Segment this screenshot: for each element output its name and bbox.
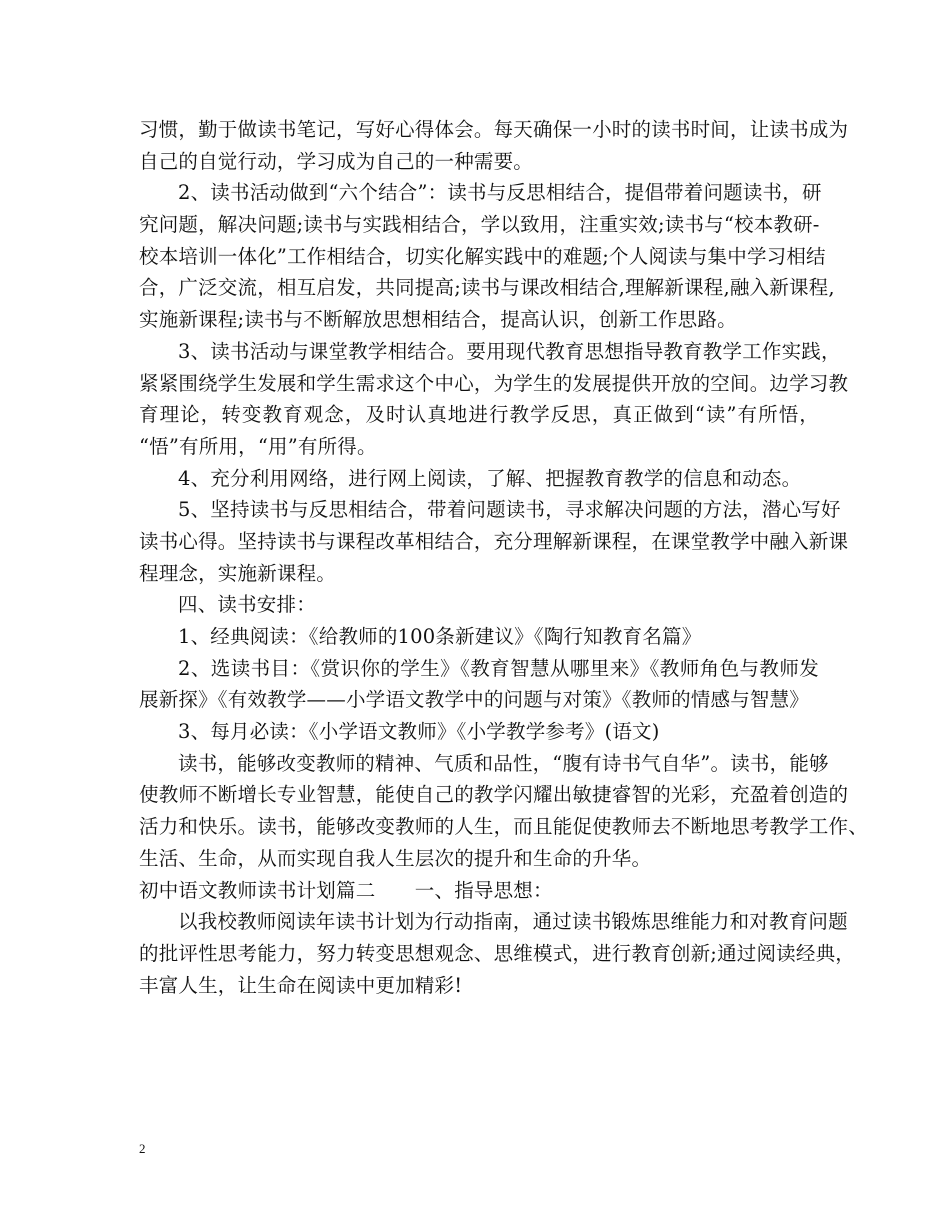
text-line: 1、经典阅读：《给教师的100条新建议》《陶行知教育名篇》: [178, 625, 702, 648]
text-line: 5、坚持读书与反思相结合，带着问题读书，寻求解决问题的方法，潜心写好: [178, 498, 841, 522]
text-line: 2、读书活动做到“六个结合”：读书与反思相结合，提倡带着问题读书，研: [178, 181, 822, 205]
text-line: 究问题，解决问题;读书与实践相结合，学以致用，注重实效;读书与“校本教研-: [139, 213, 820, 237]
text-line: 丰富人生，让生命在阅读中更加精彩!: [139, 973, 463, 997]
text-line: 校本培训一体化”工作相结合，切实化解实践中的难题;个人阅读与集中学习相结: [139, 244, 826, 268]
section-title: 初中语文教师读书计划篇二 一、指导思想：: [139, 878, 553, 902]
text-line: 育理论，转变教育观念，及时认真地进行教学反思，真正做到“读”有所悟，: [139, 403, 819, 427]
text-line: 使教师不断增长专业智慧，能使自己的教学闪耀出敏捷睿智的光彩，充盈着创造的: [139, 783, 849, 807]
text-line: 读书心得。坚持读书与课程改革相结合，充分理解新课程，在课堂教学中融入新课: [139, 529, 849, 553]
section-heading: 四、读书安排：: [178, 593, 316, 617]
text-line: 自己的自觉行动，学习成为自己的一种需要。: [139, 149, 534, 173]
text-line: 实施新课程;读书与不断解放思想相结合，提高认识，创新工作思路。: [139, 308, 737, 332]
text-line: 读书，能够改变教师的精神、气质和品性，“腹有诗书气自华”。读书，能够: [178, 751, 829, 775]
text-line: 程理念，实施新课程。: [139, 561, 337, 585]
text-line: 展新探》《有效教学——小学语文教学中的问题与对策》《教师的情感与智慧》: [139, 688, 810, 712]
text-line: 4、充分利用网络，进行网上阅读，了解、把握教育教学的信息和动态。: [178, 466, 802, 490]
text-line: “悟”有所用，“用”有所得。: [139, 434, 377, 458]
document-body: [139, 114, 868, 1001]
text-line: 合，广泛交流，相互启发，共同提高;读书与课改相结合,理解新课程,融入新课程,: [139, 276, 835, 300]
text-line: 的批评性思考能力，努力转变思想观念、思维模式，进行教育创新;通过阅读经典，: [139, 941, 855, 965]
text-line: 以我校教师阅读年读书计划为行动指南，通过读书锻炼思维能力和对教育问题: [178, 910, 848, 934]
text-line: 3、每月必读：《小学语文教师》《小学教学参考》(语文): [178, 720, 660, 744]
page-number: 2: [139, 1141, 146, 1156]
text-line: 3、读书活动与课堂教学相结合。要用现代教育思想指导教育教学工作实践，: [178, 339, 841, 363]
text-line: 紧紧围绕学生发展和学生需求这个中心，为学生的发展提供开放的空间。边学习教: [139, 371, 849, 395]
text-line: 生活、生命，从而实现自我人生层次的提升和生命的升华。: [139, 846, 652, 870]
text-line: 2、选读书目：《赏识你的学生》《教育智慧从哪里来》《教师角色与教师发: [178, 656, 819, 680]
text-line: 习惯，勤于做读书笔记，写好心得体会。每天确保一小时的读书时间，让读书成为: [139, 118, 849, 141]
text-line: 活力和快乐。读书，能够改变教师的人生，而且能促使教师去不断地思考教学工作、: [139, 815, 868, 839]
